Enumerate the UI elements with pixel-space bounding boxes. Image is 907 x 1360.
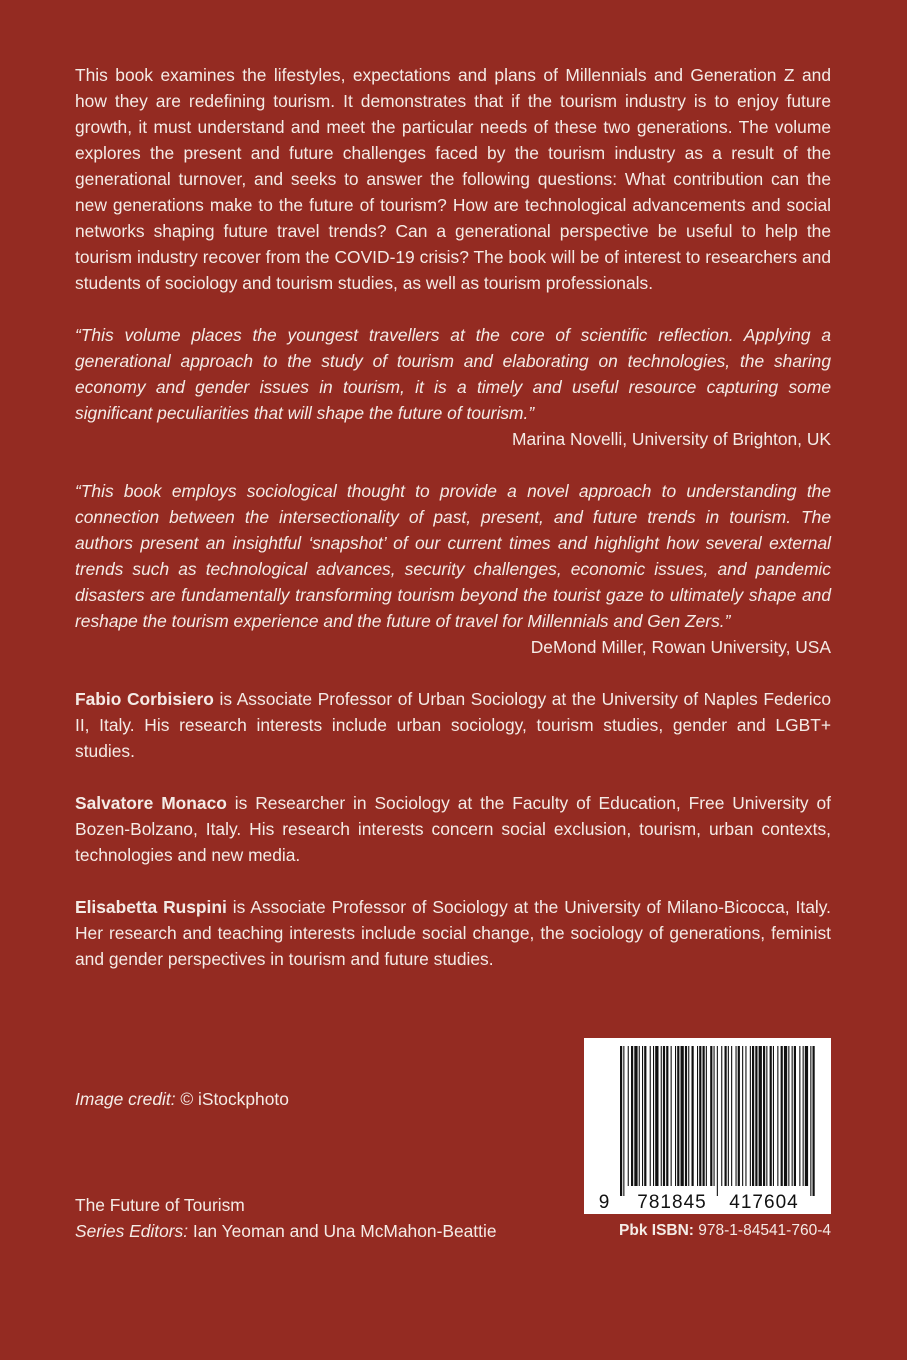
author-bio-text: is Associate Professor of Urban Sociology at the University of Naples Federico II, Italy. His research interests include urban sociology, tourism studies, gender and LGBT+ studies. — [75, 689, 831, 761]
barcode-bar — [728, 1046, 729, 1186]
barcode-bar — [699, 1046, 701, 1186]
barcode-bar — [631, 1046, 633, 1186]
barcode — [584, 1038, 831, 1214]
barcode-bar — [763, 1046, 765, 1186]
barcode-bar — [788, 1046, 789, 1186]
barcode-bar — [745, 1046, 746, 1186]
barcode-bar — [706, 1046, 707, 1186]
barcode-digits-right: 417604 — [729, 1192, 799, 1213]
barcode-bar — [781, 1046, 783, 1186]
series-info — [75, 1192, 497, 1244]
barcode-bar — [628, 1046, 629, 1186]
barcode-bar — [675, 1046, 676, 1186]
barcode-bar — [688, 1046, 689, 1186]
barcode-bar — [661, 1046, 662, 1186]
image-credit — [75, 1086, 289, 1112]
barcode-bar — [770, 1046, 772, 1186]
barcode-bar — [697, 1046, 698, 1186]
series-editors: Ian Yeoman and Una McMahon-Beattie — [188, 1221, 497, 1241]
barcode-bar — [736, 1046, 737, 1186]
barcode-bar — [773, 1046, 774, 1186]
barcode-bar — [759, 1046, 762, 1186]
series-editors-label: Series Editors: — [75, 1221, 189, 1241]
barcode-bar — [677, 1046, 679, 1186]
barcode-bar — [685, 1046, 687, 1186]
barcode-bar — [650, 1046, 651, 1186]
barcode-digits-left: 781845 — [637, 1192, 707, 1213]
barcode-bar — [717, 1046, 718, 1196]
book-description: This book examines the lifestyles, expectations and plans of Millennials and Generation Z and how they are redefining tourism. It demonstrates that if the tourism industry is to enjoy future growth, it must understand and meet the particular needs of these two generations. The volume explores the present and future challenges faced by the tourism industry as a result of the generational turnover, and seeks to answer the following questions: What contribution can the new generations make to the future of tourism? How are technological advancements and social networks shaping future travel trends? Can a generational perspective be useful to help the tourism industry recover from the COVID-19 crisis? The book will be of interest to researchers and students of sociology and tourism studies, as well as tourism professionals. — [75, 65, 831, 293]
author-name: Elisabetta Ruspini — [75, 897, 227, 917]
barcode-bar — [805, 1046, 808, 1186]
barcode-bar — [692, 1046, 694, 1186]
barcode-bar — [663, 1046, 665, 1186]
barcode-bar — [634, 1046, 637, 1186]
barcode-bar — [738, 1046, 740, 1186]
barcode-bar — [681, 1046, 684, 1186]
barcode-bar — [725, 1046, 727, 1186]
barcode-icon — [584, 1038, 831, 1214]
author-name: Fabio Corbisiero — [75, 689, 214, 709]
author-name: Salvatore Monaco — [75, 793, 227, 813]
barcode-bar — [799, 1046, 800, 1186]
isbn-value: 978-1-84541-760-4 — [693, 1222, 831, 1239]
barcode-bar — [653, 1046, 654, 1186]
endorsement-attribution-2: DeMond Miller, Rowan University, USA — [530, 637, 831, 657]
barcode-bar — [703, 1046, 705, 1186]
series-editors-line — [75, 1218, 497, 1244]
author-bio-2 — [75, 790, 831, 868]
author-bio-1 — [75, 686, 831, 764]
image-credit-value: © iStockphoto — [175, 1089, 289, 1109]
endorsement-quote-2: “This book employs sociological thought to provide a novel approach to understanding the connection between the intersectionality of past, present, and future trends in tourism. The authors present an insightful ‘snapshot’ of our current times and highlight how several external trends such as technological advances, security challenges, economic issues, and pandemic disasters are fundamentally transforming tourism beyond the tourist gaze to ultimately shape and reshape the tourism experience and the future of travel for Millennials and Gen Zers.” — [75, 481, 831, 631]
barcode-bar — [813, 1046, 815, 1196]
barcode-bar — [794, 1046, 796, 1186]
barcode-bar — [803, 1046, 804, 1186]
barcode-bar — [784, 1046, 787, 1186]
barcode-bar — [742, 1046, 743, 1186]
author-bio-3 — [75, 894, 831, 972]
barcode-bar — [792, 1046, 793, 1186]
barcode-digit-first: 9 — [598, 1192, 610, 1213]
back-cover-text — [75, 62, 831, 998]
barcode-bar — [710, 1046, 712, 1186]
author-bio-text: is Associate Professor of Sociology at the University of Milano-Bicocca, Italy. Her research and teaching interests include social change, the sociology of generations, feminist and gender perspectives in tourism and future studies. — [75, 897, 831, 969]
barcode-bar — [623, 1046, 624, 1196]
barcode-bar — [731, 1046, 732, 1186]
barcode-bar — [755, 1046, 757, 1186]
image-credit-label: Image credit: — [75, 1089, 176, 1109]
endorsement-attribution-1: Marina Novelli, University of Brighton, UK — [512, 429, 831, 449]
barcode-bar — [620, 1046, 622, 1196]
isbn — [619, 1218, 831, 1244]
barcode-bar — [671, 1046, 672, 1186]
isbn-label: Pbk ISBN: — [619, 1222, 694, 1239]
barcode-bar — [714, 1046, 715, 1186]
barcode-bar — [642, 1046, 643, 1186]
barcode-bar — [721, 1046, 722, 1186]
barcode-bar — [766, 1046, 767, 1186]
barcode-bar — [777, 1046, 778, 1186]
author-bio-text: is Researcher in Sociology at the Faculty of Education, Free University of Bozen-Bolzano, Italy. His research interests concern social exclusion, tourism, urban contexts, technologies and new media. — [75, 793, 831, 865]
barcode-bar — [750, 1046, 751, 1186]
barcode-bar — [655, 1046, 658, 1186]
barcode-bar — [644, 1046, 646, 1186]
barcode-bar — [666, 1046, 668, 1186]
endorsement-quote-1: “This volume places the youngest travellers at the core of scientific reflection. Applying a generational approach to the study of tourism and elaborating on technologies, the sharing economy and gender issues in tourism, it is a timely and useful resource capturing some significant peculiarities that will shape the future of tourism.” — [75, 325, 831, 423]
barcode-bar — [639, 1046, 640, 1186]
barcode-bar — [810, 1046, 811, 1196]
series-title: The Future of Tourism — [75, 1195, 245, 1215]
barcode-bar — [752, 1046, 754, 1186]
